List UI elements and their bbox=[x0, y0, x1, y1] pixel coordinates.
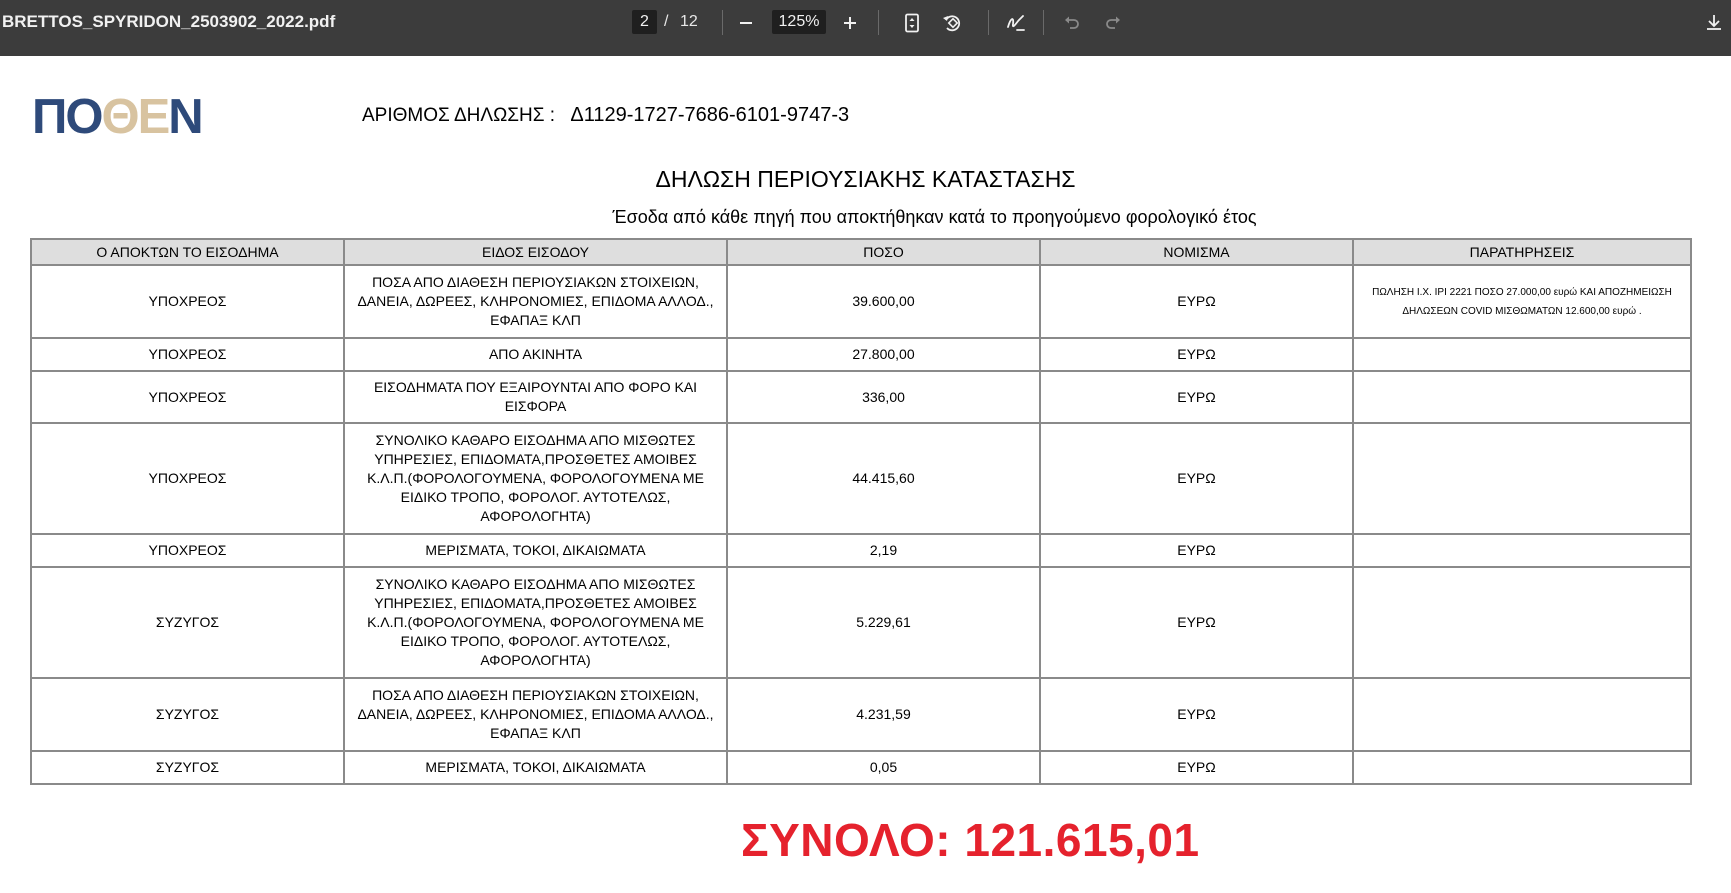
cell-owner: ΥΠΟΧΡΕΟΣ bbox=[31, 371, 344, 423]
toolbar-divider bbox=[988, 10, 989, 35]
cell-remarks: ΠΩΛΗΣΗ Ι.Χ. ΙΡΙ 2221 ΠΟΣΟ 27.000,00 ευρώ ΚΑΙ ΑΠΟΖΗΜΕΙΩΣΗ ΔΗΛΩΣΕΩΝ COVID ΜΙΣΘΩΜΑΤΩΝ 12.600,00 ευρώ . bbox=[1353, 265, 1691, 338]
declaration-number-line bbox=[362, 104, 849, 127]
cell-income-type: ΜΕΡΙΣΜΑΤΑ, ΤΟΚΟΙ, ΔΙΚΑΙΩΜΑΤΑ bbox=[344, 751, 727, 784]
table-row bbox=[31, 534, 1691, 567]
cell-income-type: ΠΟΣΑ ΑΠΟ ΔΙΑΘΕΣΗ ΠΕΡΙΟΥΣΙΑΚΩΝ ΣΤΟΙΧΕΙΩΝ, ΔΑΝΕΙΑ, ΔΩΡΕΕΣ, ΚΛΗΡΟΝΟΜΙΕΣ, ΕΠΙΔΟΜΑ ΑΛΛΟΔ., ΕΦΑΠΑΞ ΚΛΠ bbox=[344, 678, 727, 751]
cell-amount: 336,00 bbox=[727, 371, 1040, 423]
cell-currency: ΕΥΡΩ bbox=[1040, 567, 1353, 678]
cell-remarks bbox=[1353, 338, 1691, 371]
cell-income-type: ΕΙΣΟΔΗΜΑΤΑ ΠΟΥ ΕΞΑΙΡΟΥΝΤΑΙ ΑΠΟ ΦΟΡΟ ΚΑΙ ΕΙΣΦΟΡΑ bbox=[344, 371, 727, 423]
cell-amount: 5.229,61 bbox=[727, 567, 1040, 678]
cell-amount: 4.231,59 bbox=[727, 678, 1040, 751]
toolbar-divider bbox=[1043, 10, 1044, 35]
table-header-row bbox=[31, 239, 1691, 265]
table-row bbox=[31, 567, 1691, 678]
cell-owner: ΣΥΖΥΓΟΣ bbox=[31, 567, 344, 678]
redo-button[interactable] bbox=[1100, 10, 1126, 36]
cell-owner: ΥΠΟΧΡΕΟΣ bbox=[31, 423, 344, 534]
table-row bbox=[31, 423, 1691, 534]
cell-remarks bbox=[1353, 567, 1691, 678]
rotate-icon bbox=[941, 12, 963, 34]
pothen-logo bbox=[32, 90, 202, 144]
zoom-out-icon bbox=[738, 15, 754, 31]
cell-income-type: ΣΥΝΟΛΙΚΟ ΚΑΘΑΡΟ ΕΙΣΟΔΗΜΑ ΑΠΟ ΜΙΣΘΩΤΕΣ ΥΠΗΡΕΣΙΕΣ, ΕΠΙΔΟΜΑΤΑ,ΠΡΟΣΘΕΤΕΣ ΑΜΟΙΒΕΣ Κ.Λ.Π.(ΦΟΡΟΛΟΓΟΥΜΕΝΑ, ΦΟΡΟΛΟΓΟΥΜΕΝΑ ΜΕ ΕΙΔΙΚΟ ΤΡΟΠΟ, ΦΟΡΟΛΟΓ. ΑΥΤΟΤΕΛΩΣ, ΑΦΟΡΟΛΟΓΗΤΑ) bbox=[344, 423, 727, 534]
cell-remarks bbox=[1353, 423, 1691, 534]
cell-currency: ΕΥΡΩ bbox=[1040, 338, 1353, 371]
redo-icon bbox=[1103, 13, 1123, 33]
table-row bbox=[31, 678, 1691, 751]
cell-currency: ΕΥΡΩ bbox=[1040, 423, 1353, 534]
download-button[interactable] bbox=[1701, 10, 1727, 36]
svg-text:ΠΟΘΕΝ: ΠΟΘΕΝ bbox=[32, 90, 202, 144]
cell-owner: ΥΠΟΧΡΕΟΣ bbox=[31, 338, 344, 371]
table-row bbox=[31, 371, 1691, 423]
document-subtitle: Έσοδα από κάθε πηγή που αποκτήθηκαν κατά το προηγούμενο φορολογικό έτος bbox=[612, 207, 1257, 227]
cell-amount: 2,19 bbox=[727, 534, 1040, 567]
column-header-amount: ΠΟΣΟ bbox=[727, 239, 1040, 265]
cell-remarks bbox=[1353, 751, 1691, 784]
undo-button[interactable] bbox=[1059, 10, 1085, 36]
table-row bbox=[31, 265, 1691, 338]
cell-owner: ΣΥΖΥΓΟΣ bbox=[31, 751, 344, 784]
grand-total: ΣΥΝΟΛΟ: 121.615,01 bbox=[741, 814, 1200, 866]
zoom-in-icon bbox=[842, 15, 858, 31]
pdf-toolbar bbox=[0, 0, 1731, 56]
cell-remarks bbox=[1353, 371, 1691, 423]
table-row bbox=[31, 338, 1691, 371]
cell-currency: ΕΥΡΩ bbox=[1040, 534, 1353, 567]
cell-remarks bbox=[1353, 534, 1691, 567]
cell-amount: 27.800,00 bbox=[727, 338, 1040, 371]
column-header-remarks: ΠΑΡΑΤΗΡΗΣΕΙΣ bbox=[1353, 239, 1691, 265]
cell-amount: 39.600,00 bbox=[727, 265, 1040, 338]
table-row bbox=[31, 751, 1691, 784]
zoom-in-button[interactable] bbox=[837, 10, 863, 36]
draw-button[interactable] bbox=[1003, 10, 1029, 36]
column-header-income-type: ΕΙΔΟΣ ΕΙΣΟΔΟΥ bbox=[344, 239, 727, 265]
cell-amount: 0,05 bbox=[727, 751, 1040, 784]
cell-owner: ΥΠΟΧΡΕΟΣ bbox=[31, 534, 344, 567]
cell-amount: 44.415,60 bbox=[727, 423, 1040, 534]
income-table bbox=[30, 238, 1692, 785]
cell-income-type: ΜΕΡΙΣΜΑΤΑ, ΤΟΚΟΙ, ΔΙΚΑΙΩΜΑΤΑ bbox=[344, 534, 727, 567]
zoom-out-button[interactable] bbox=[733, 10, 759, 36]
declaration-number: Δ1129-1727-7686-6101-9747-3 bbox=[570, 104, 850, 126]
rotate-button[interactable] bbox=[939, 10, 965, 36]
cell-currency: ΕΥΡΩ bbox=[1040, 371, 1353, 423]
undo-icon bbox=[1062, 13, 1082, 33]
document-title: ΔΗΛΩΣΗ ΠΕΡΙΟΥΣΙΑΚΗΣ ΚΑΤΑΣΤΑΣΗΣ bbox=[655, 166, 1076, 192]
cell-owner: ΥΠΟΧΡΕΟΣ bbox=[31, 265, 344, 338]
cell-currency: ΕΥΡΩ bbox=[1040, 265, 1353, 338]
cell-remarks bbox=[1353, 678, 1691, 751]
page-total: 12 bbox=[680, 13, 698, 30]
download-icon bbox=[1704, 13, 1724, 33]
cell-income-type: ΠΟΣΑ ΑΠΟ ΔΙΑΘΕΣΗ ΠΕΡΙΟΥΣΙΑΚΩΝ ΣΤΟΙΧΕΙΩΝ, ΔΑΝΕΙΑ, ΔΩΡΕΕΣ, ΚΛΗΡΟΝΟΜΙΕΣ, ΕΠΙΔΟΜΑ ΑΛΛΟΔ., ΕΦΑΠΑΞ ΚΛΠ bbox=[344, 265, 727, 338]
zoom-level-input[interactable]: 125% bbox=[772, 10, 826, 34]
toolbar-divider bbox=[722, 10, 723, 35]
cell-income-type: ΣΥΝΟΛΙΚΟ ΚΑΘΑΡΟ ΕΙΣΟΔΗΜΑ ΑΠΟ ΜΙΣΘΩΤΕΣ ΥΠΗΡΕΣΙΕΣ, ΕΠΙΔΟΜΑΤΑ,ΠΡΟΣΘΕΤΕΣ ΑΜΟΙΒΕΣ Κ.Λ.Π.(ΦΟΡΟΛΟΓΟΥΜΕΝΑ, ΦΟΡΟΛΟΓΟΥΜΕΝΑ ΜΕ ΕΙΔΙΚΟ ΤΡΟΠΟ, ΦΟΡΟΛΟΓ. ΑΥΤΟΤΕΛΩΣ, ΑΦΟΡΟΛΟΓΗΤΑ) bbox=[344, 567, 727, 678]
document-filename: BRETTOS_SPYRIDON_2503902_2022.pdf bbox=[2, 12, 336, 31]
page-number-input[interactable]: 2 bbox=[632, 10, 657, 34]
cell-currency: ΕΥΡΩ bbox=[1040, 751, 1353, 784]
declaration-number-label: ΑΡΙΘΜΟΣ ΔΗΛΩΣΗΣ : bbox=[362, 105, 556, 126]
fit-page-button[interactable] bbox=[899, 10, 925, 36]
column-header-owner: Ο ΑΠΟΚΤΩΝ ΤΟ ΕΙΣΟΔΗΜΑ bbox=[31, 239, 344, 265]
toolbar-divider bbox=[878, 10, 879, 35]
fit-page-icon bbox=[903, 13, 921, 33]
cell-income-type: ΑΠΟ ΑΚΙΝΗΤΑ bbox=[344, 338, 727, 371]
cell-owner: ΣΥΖΥΓΟΣ bbox=[31, 678, 344, 751]
column-header-currency: ΝΟΜΙΣΜΑ bbox=[1040, 239, 1353, 265]
cell-currency: ΕΥΡΩ bbox=[1040, 678, 1353, 751]
draw-icon bbox=[1005, 12, 1027, 34]
page-separator: / bbox=[664, 13, 669, 30]
